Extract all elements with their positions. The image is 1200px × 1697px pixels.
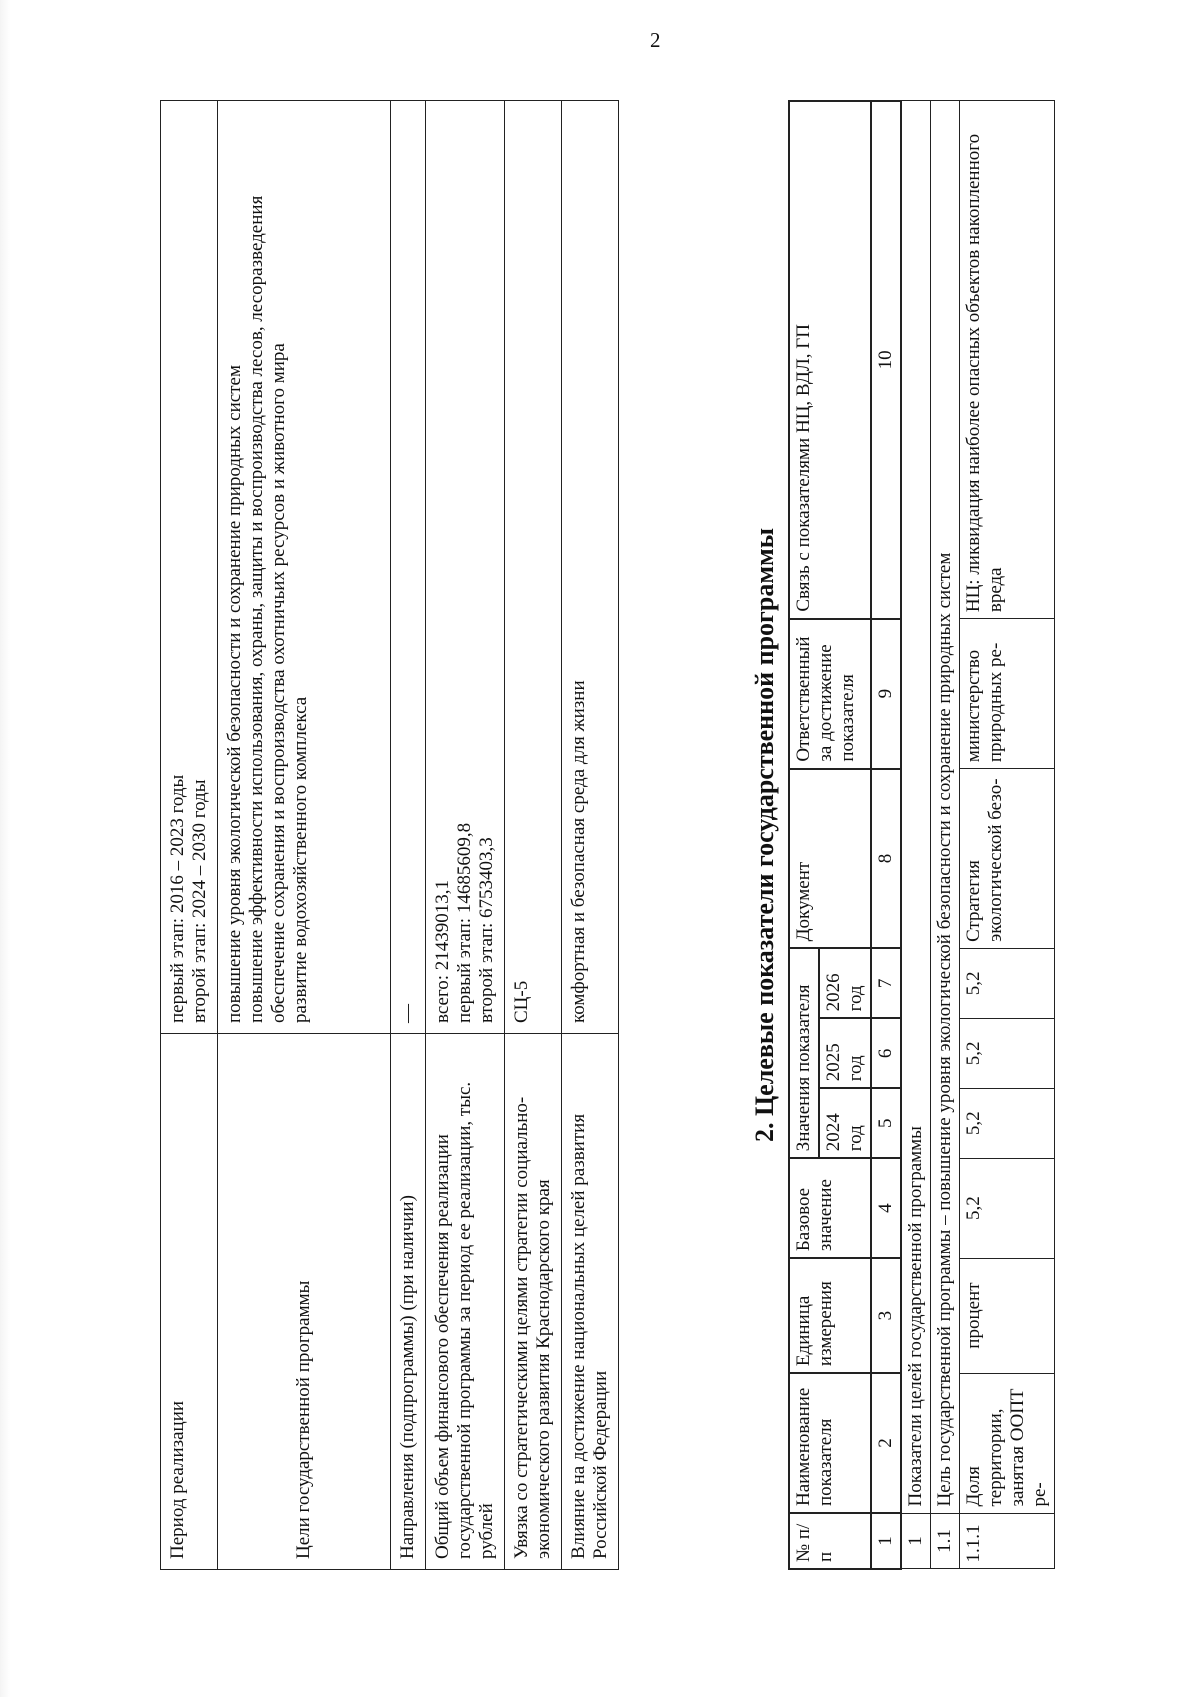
passport-value-line: обеспечение сохранения и воспроизводства охотничьих ресурсов и животного мира xyxy=(268,343,290,1023)
indicator-doc: Стратегия экологической безо- xyxy=(960,769,1055,949)
target-indicators-table xyxy=(788,100,1055,1570)
passport-value xyxy=(218,101,391,1034)
passport-value-line: второй этап: 2024 – 2030 годы xyxy=(189,779,211,1023)
passport-row-strategy-link xyxy=(505,101,562,1570)
header-doc: Документ xyxy=(789,769,871,949)
passport-row-national-goals xyxy=(562,101,619,1570)
passport-label: Направления (подпрограммы) (при наличии) xyxy=(391,1034,426,1570)
group-row-num: 1 xyxy=(901,1513,931,1569)
column-number: 1 xyxy=(871,1513,901,1569)
passport-value xyxy=(562,101,619,1034)
column-number: 6 xyxy=(871,1018,901,1088)
column-number: 10 xyxy=(871,101,901,619)
scan-edge xyxy=(0,0,10,1697)
passport-row-period xyxy=(161,101,218,1570)
header-link: Связь с показателями НЦ, ВДЛ, ГП xyxy=(789,101,871,619)
passport-row-financing xyxy=(426,101,505,1570)
goal-row-num: 1.1 xyxy=(931,1513,960,1569)
passport-value-line: повышение эффективности использования, охраны, защиты и воспроизводства лесов, лесоразведения xyxy=(246,195,268,1023)
group-row xyxy=(901,101,931,1569)
goal-row xyxy=(931,101,960,1569)
indicator-num: 1.1.1 xyxy=(960,1513,1055,1569)
column-number: 9 xyxy=(871,619,901,769)
passport-label: Общий объем финансового обеспечения реализации государственной программы за период ее реализации, тыс. рублей xyxy=(426,1034,505,1570)
indicator-unit: процент xyxy=(960,1258,1055,1373)
passport-label: Период реализации xyxy=(161,1034,218,1570)
passport-value-line: СЦ-5 xyxy=(511,980,533,1023)
header-num: № п/п xyxy=(789,1513,871,1569)
passport-row-goals xyxy=(218,101,391,1570)
passport-label: Цели государственной программы xyxy=(218,1034,391,1570)
indicator-base: 5,2 xyxy=(960,1158,1055,1258)
column-number: 4 xyxy=(871,1158,901,1258)
passport-label: Влияние на достижение национальных целей развития Российской Федерации xyxy=(562,1034,619,1570)
indicator-row xyxy=(960,101,1055,1569)
rotated-content xyxy=(160,100,1120,1570)
header-row-1 xyxy=(789,101,819,1569)
passport-value xyxy=(426,101,505,1034)
column-number: 2 xyxy=(871,1373,901,1513)
indicator-2026: 5,2 xyxy=(960,948,1055,1018)
header-2025: 2025 год xyxy=(819,1018,871,1088)
passport-label: Увязка со стратегическими целями стратегии социально-экономического развития Краснодарского края xyxy=(505,1034,562,1570)
indicator-2025: 5,2 xyxy=(960,1018,1055,1088)
passport-value-line: — xyxy=(397,1004,419,1023)
passport-row-directions xyxy=(391,101,426,1570)
passport-value-line: второй этап: 6753403,3 xyxy=(476,837,498,1023)
passport-value-line: всего: 21439013,1 xyxy=(432,879,454,1023)
header-name: Наименование показателя xyxy=(789,1373,871,1513)
header-values-group: Значения показателя xyxy=(789,948,819,1158)
passport-value xyxy=(161,101,218,1034)
section-title: 2. Целевые показатели государственной программы xyxy=(750,527,779,1143)
passport-value xyxy=(391,101,426,1034)
column-number-row xyxy=(871,101,901,1569)
header-2026: 2026 год xyxy=(819,948,871,1018)
indicator-resp: министерство природных ре- xyxy=(960,619,1055,769)
group-row-text: Показатели целей государственной программы xyxy=(901,101,931,1513)
passport-value xyxy=(505,101,562,1034)
passport-value-line: первый этап: 14685609,8 xyxy=(454,822,476,1023)
column-number: 3 xyxy=(871,1258,901,1373)
program-passport-table xyxy=(160,100,619,1570)
passport-value-line: первый этап: 2016 – 2023 годы xyxy=(167,774,188,1023)
column-number: 5 xyxy=(871,1088,901,1158)
goal-row-text: Цель государственной программы – повышение уровня экологической безопасности и сохранение природных систем xyxy=(931,101,960,1513)
header-2024: 2024 год xyxy=(819,1088,871,1158)
indicator-name: Доля территории, занятая ООПТ ре- xyxy=(960,1373,1055,1513)
passport-value-line: комфортная и безопасная среда для жизни xyxy=(568,680,590,1023)
header-resp: Ответственный за достижение показателя xyxy=(789,619,871,769)
column-number: 7 xyxy=(871,948,901,1018)
indicator-2024: 5,2 xyxy=(960,1088,1055,1158)
header-base: Базовое значение xyxy=(789,1158,871,1258)
header-unit: Единица измерения xyxy=(789,1258,871,1373)
page-number: 2 xyxy=(650,28,661,52)
column-number: 8 xyxy=(871,769,901,949)
indicator-link: НЦ: ликвидация наиболее опасных объектов накопленного вреда xyxy=(960,101,1055,619)
passport-value-line: повышение уровня экологической безопасности и сохранение природных систем xyxy=(224,365,246,1023)
passport-value-line: развитие водохозяйственного комплекса xyxy=(290,696,312,1023)
